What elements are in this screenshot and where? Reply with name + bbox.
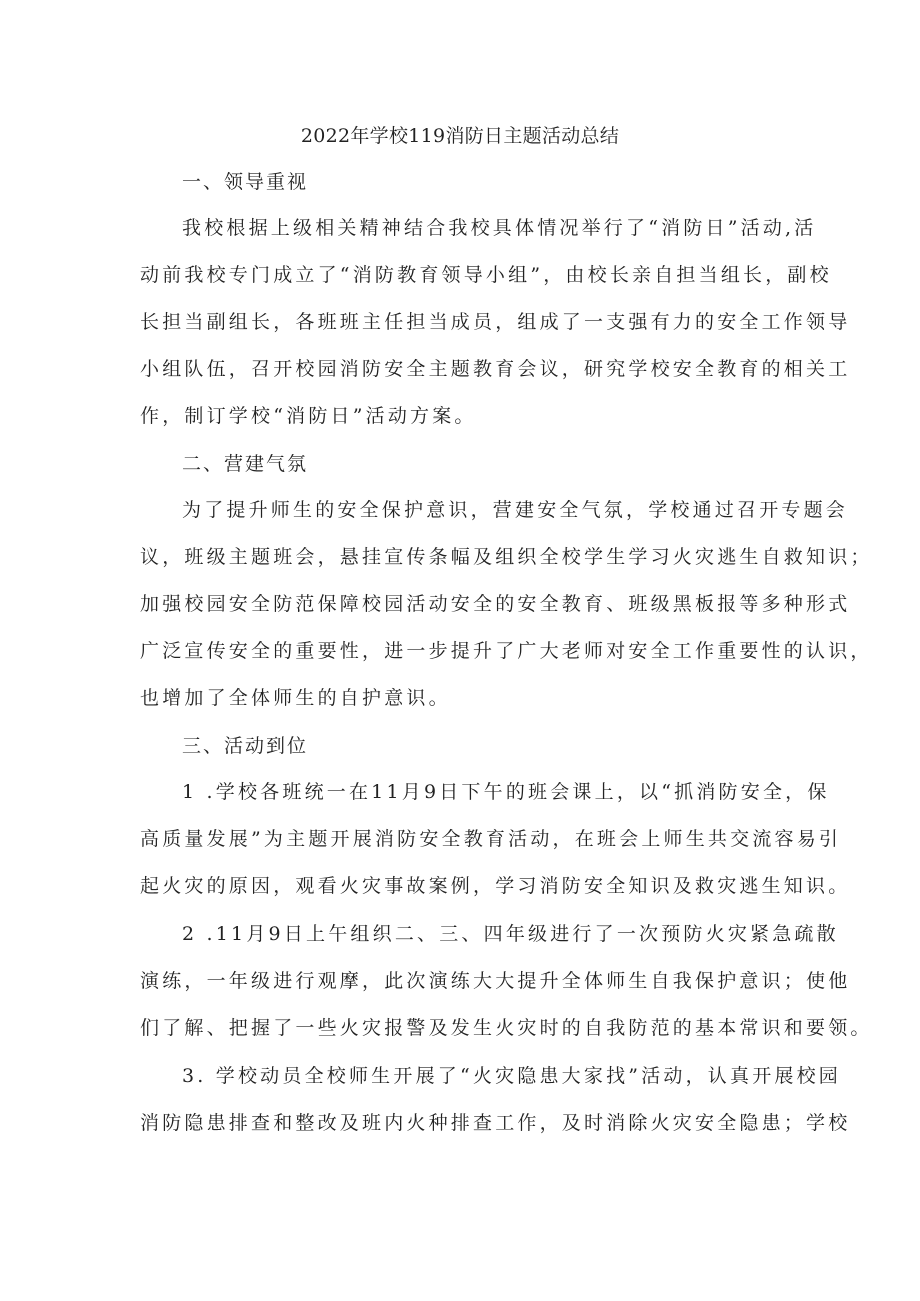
paragraph-line: 高质量发展”为主题开展消防安全教育活动，在班会上师生共交流容易引 xyxy=(140,828,842,850)
paragraph-line: 议，班级主题班会，悬挂宣传条幅及组织全校学生学习火灾逃生自救知识； xyxy=(140,546,873,568)
paragraph-line: 作，制订学校“消防日”活动方案。 xyxy=(140,405,477,427)
paragraph-line: 动前我校专门成立了“消防教育领导小组”，由校长亲自担当组长，副校 xyxy=(140,264,832,286)
paragraph-line: 3. 学校动员全校师生开展了“火灾隐患大家找”活动，认真开展校园 xyxy=(182,1065,841,1087)
paragraph-line: 广泛宣传安全的重要性，进一步提升了广大老师对安全工作重要性的认识， xyxy=(140,640,873,662)
paragraph-line: 演练，一年级进行观摩，此次演练大大提升全体师生自我保护意识；使他 xyxy=(140,970,851,992)
paragraph-line: 也增加了全体师生的自护意识。 xyxy=(140,687,451,709)
paragraph-line: 1 .学校各班统一在11月9日下午的班会课上，以“抓消防安全，保 xyxy=(182,781,830,803)
paragraph-line: 起火灾的原因，观看火灾事故案例，学习消防安全知识及救灾逃生知识。 xyxy=(140,875,851,897)
paragraph-line: 加强校园安全防范保障校园活动安全的安全教育、班级黑板报等多种形式 xyxy=(140,593,851,615)
section-heading-leadership: 一、领导重视 xyxy=(182,171,309,193)
paragraph-line: 们了解、把握了一些火灾报警及发生火灾时的自我防范的基本常识和要领。 xyxy=(140,1017,873,1039)
paragraph-line: 2 .11月9日上午组织二、三、四年级进行了一次预防火灾紧急疏散 xyxy=(182,923,839,945)
section-heading-atmosphere: 二、营建气氛 xyxy=(182,453,309,475)
paragraph-line: 为了提升师生的安全保护意识，营建安全气氛，学校通过召开专题会 xyxy=(182,499,849,521)
paragraph-line: 消防隐患排查和整改及班内火种排查工作，及时消除火灾安全隐患；学校 xyxy=(140,1112,851,1134)
paragraph-line: 小组队伍，召开校园消防安全主题教育会议，研究学校安全教育的相关工 xyxy=(140,358,851,380)
section-heading-activities: 三、活动到位 xyxy=(182,735,309,757)
document-title: 2022年学校119消防日主题活动总结 xyxy=(300,125,620,147)
paragraph-line: 我校根据上级相关精神结合我校具体情况举行了“消防日”活动,活 xyxy=(182,217,817,239)
paragraph-line: 长担当副组长，各班班主任担当成员，组成了一支强有力的安全工作领导 xyxy=(140,311,851,333)
